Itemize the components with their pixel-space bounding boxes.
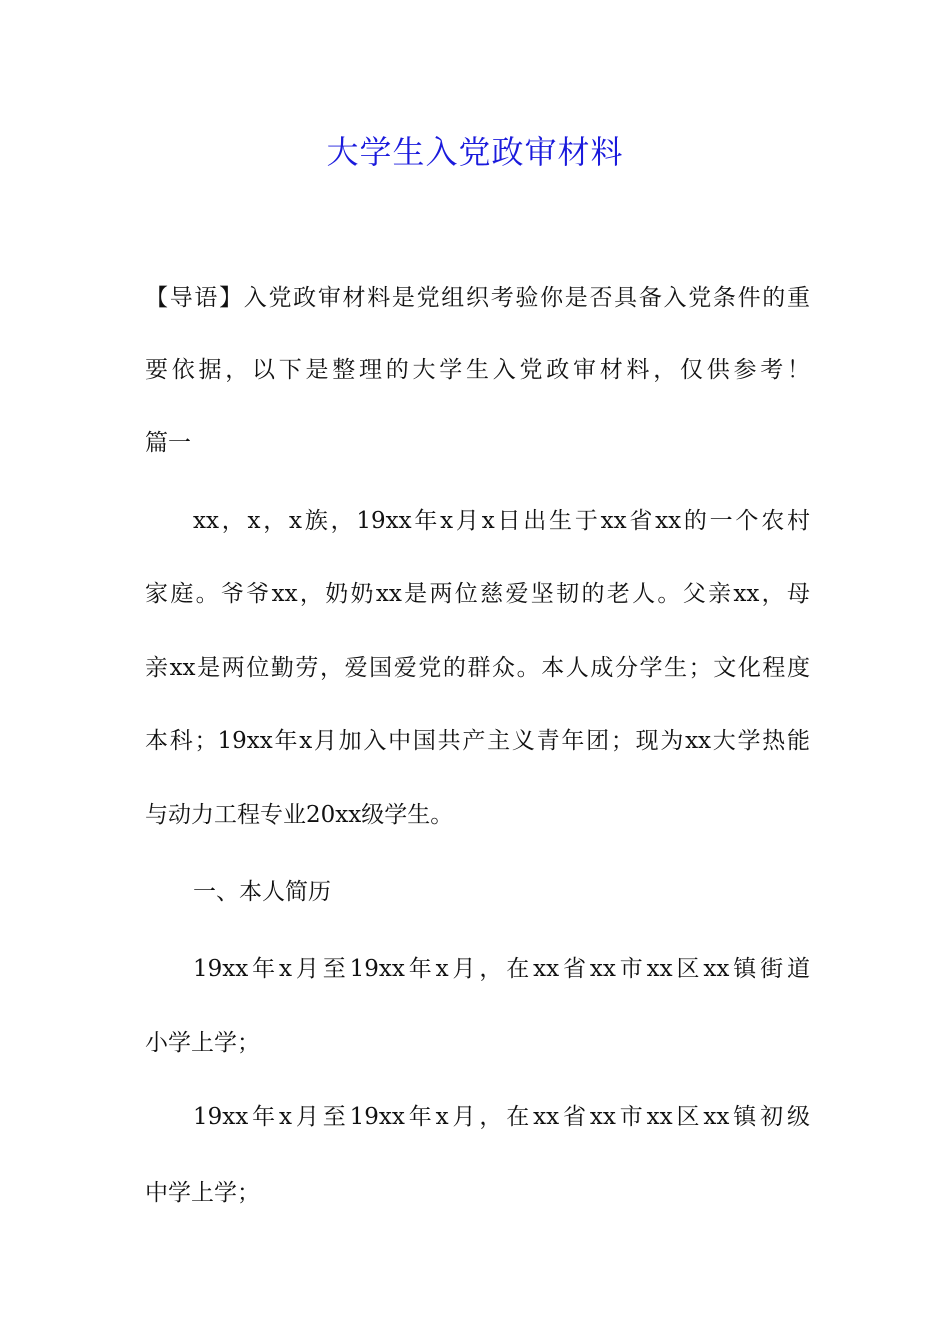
resume-entry-1-line-2: 小学上学；	[145, 1030, 260, 1056]
paragraph-line-1: xx，x，x族，19xx年x月x日出生于xx省xx的一个农村	[193, 508, 810, 534]
section-heading-resume: 一、本人简历	[193, 879, 331, 905]
resume-entry-1-line-1: 19xx年x月至19xx年x月，在xx省xx市xx区xx镇街道	[193, 956, 810, 982]
resume-entry-2-line-1: 19xx年x月至19xx年x月，在xx省xx市xx区xx镇初级	[193, 1104, 810, 1130]
intro-line-1: 【导语】入党政审材料是党组织考验你是否具备入党条件的重	[145, 285, 810, 311]
resume-entry-2-line-2: 中学上学；	[145, 1180, 260, 1206]
section-heading-part-one: 篇一	[145, 430, 191, 456]
paragraph-line-3: 亲xx是两位勤劳，爱国爱党的群众。本人成分学生；文化程度	[145, 655, 810, 681]
paragraph-line-4: 本科；19xx年x月加入中国共产主义青年团；现为xx大学热能	[145, 728, 810, 754]
document-title: 大学生入党政审材料	[326, 133, 624, 171]
paragraph-line-5: 与动力工程专业20xx级学生。	[145, 802, 454, 828]
intro-line-2: 要依据，以下是整理的大学生入党政审材料，仅供参考！	[145, 357, 810, 383]
paragraph-line-2: 家庭。爷爷xx，奶奶xx是两位慈爱坚韧的老人。父亲xx，母	[145, 581, 810, 607]
